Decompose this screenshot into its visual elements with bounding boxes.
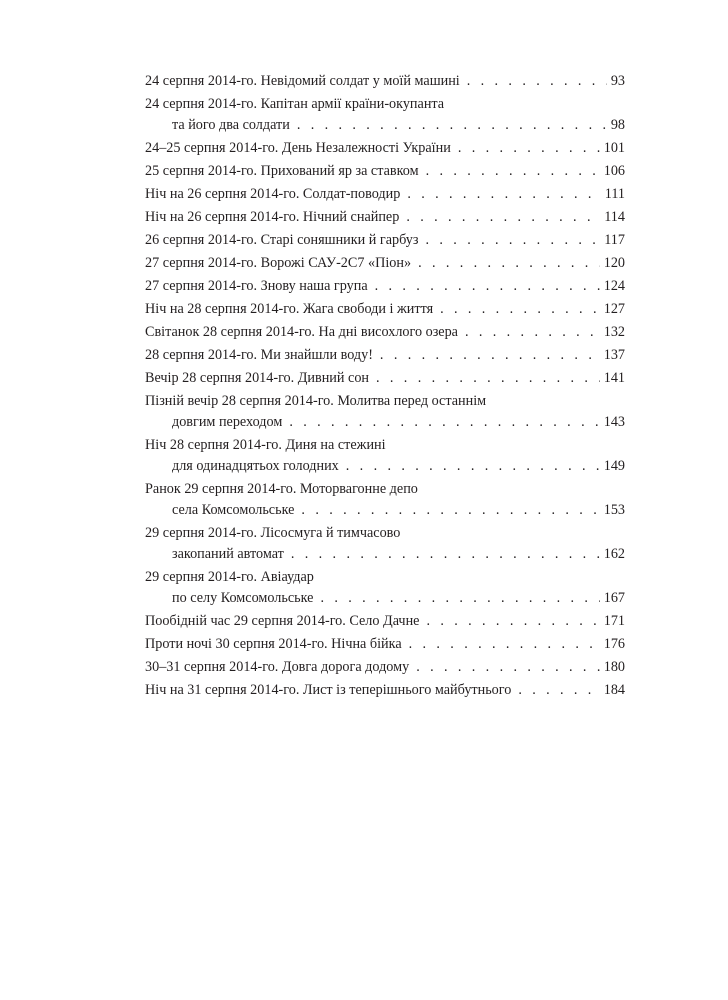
dot-leader [376, 368, 600, 389]
toc-entry-continuation [145, 115, 625, 136]
toc-entry-title: Ніч на 26 серпня 2014-го. Нічний снайпер [145, 209, 400, 225]
dot-leader [380, 345, 600, 366]
toc-entry [145, 479, 625, 521]
toc-entry [145, 391, 625, 433]
toc-entry [145, 71, 625, 92]
toc-entry [145, 161, 625, 182]
toc-page-number: 98 [610, 117, 625, 133]
toc-entry [145, 345, 625, 366]
toc-entry-title: Вечір 28 серпня 2014-го. Дивний сон [145, 370, 370, 386]
toc-entry [145, 523, 625, 565]
toc-entry-title: села Комсомольське [172, 502, 295, 518]
toc-page-number: 141 [603, 370, 625, 386]
toc-entry-continuation [145, 412, 625, 433]
dot-leader [518, 680, 599, 701]
toc-entry [145, 94, 625, 136]
toc-entry [145, 435, 625, 477]
dot-leader [458, 138, 600, 159]
toc-page-number: 153 [603, 502, 625, 518]
dot-leader [426, 230, 601, 251]
toc-entry [145, 680, 625, 701]
toc-page-number: 167 [603, 590, 625, 606]
toc-entry-title: 24 серпня 2014-го. Капітан армії країни-окупанта [145, 96, 445, 112]
toc-entry [145, 368, 625, 389]
toc-entry-title: та його два солдати [172, 117, 290, 133]
toc-entry-continuation [145, 500, 625, 521]
toc-page-number: 114 [604, 209, 625, 225]
dot-leader [407, 184, 600, 205]
dot-leader [291, 544, 600, 565]
toc-page-number: 180 [603, 659, 625, 675]
dot-leader [406, 207, 600, 228]
dot-leader [297, 115, 607, 136]
toc-entry-line [145, 207, 625, 228]
toc-page-number: 120 [603, 255, 625, 271]
toc-page-number: 149 [603, 458, 625, 474]
toc-entry-line [145, 161, 625, 182]
toc-page-number: 162 [603, 546, 625, 562]
toc-entry [145, 634, 625, 655]
toc-entry-line [145, 253, 625, 274]
toc-entry-title: 27 серпня 2014-го. Знову наша група [145, 278, 368, 294]
toc-entry-line [145, 345, 625, 366]
toc-entry-title: Пізній вечір 28 серпня 2014-го. Молитва перед останнім [145, 393, 487, 409]
toc-entry-line [145, 299, 625, 320]
toc-entry [145, 253, 625, 274]
toc-entry-continuation [145, 456, 625, 477]
toc-entry [145, 230, 625, 251]
toc-entry-title: Ніч на 26 серпня 2014-го. Солдат-поводир [145, 186, 401, 202]
toc-entry-line [145, 230, 625, 251]
toc-entry-title: 29 серпня 2014-го. Лісосмуга й тимчасово [145, 525, 401, 541]
dot-leader [416, 657, 600, 678]
toc-page-number: 127 [603, 301, 625, 317]
toc-page-number: 143 [603, 414, 625, 430]
dot-leader [440, 299, 600, 320]
table-of-contents [145, 71, 625, 703]
dot-leader [426, 611, 599, 632]
toc-entry-line [145, 322, 625, 343]
toc-entry-title: довгим переходом [172, 414, 283, 430]
toc-entry-line [145, 391, 625, 412]
toc-entry-line [145, 276, 625, 297]
dot-leader [465, 322, 600, 343]
toc-entry-title: Пообідній час 29 серпня 2014-го. Село Дачне [145, 613, 420, 629]
dot-leader [467, 71, 607, 92]
toc-entry-title: Ніч на 31 серпня 2014-го. Лист із теперішнього майбутнього [145, 682, 512, 698]
toc-entry-title: для одинадцятьох голодних [172, 458, 339, 474]
toc-entry-title: 26 серпня 2014-го. Старі соняшники й гарбуз [145, 232, 419, 248]
toc-page-number: 124 [603, 278, 625, 294]
toc-entry-line [145, 634, 625, 655]
toc-entry [145, 276, 625, 297]
dot-leader [418, 253, 600, 274]
toc-page-number: 176 [603, 636, 625, 652]
toc-entry-title: Ніч 28 серпня 2014-го. Диня на стежині [145, 437, 386, 453]
toc-entry-line [145, 567, 625, 588]
toc-entry-continuation [145, 544, 625, 565]
toc-entry-title: 28 серпня 2014-го. Ми знайшли воду! [145, 347, 373, 363]
toc-page-number: 117 [604, 232, 625, 248]
toc-page-number: 106 [603, 163, 625, 179]
toc-entry-line [145, 368, 625, 389]
toc-entry [145, 322, 625, 343]
toc-entry [145, 611, 625, 632]
toc-page-number: 137 [603, 347, 625, 363]
toc-entry-line [145, 435, 625, 456]
dot-leader [346, 456, 600, 477]
toc-page-number: 111 [604, 186, 625, 202]
toc-page-number: 171 [603, 613, 625, 629]
toc-entry-line [145, 94, 625, 115]
toc-entry-title: Ніч на 28 серпня 2014-го. Жага свободи і життя [145, 301, 434, 317]
toc-entry-title: Світанок 28 серпня 2014-го. На дні висохлого озера [145, 324, 458, 340]
toc-page-number: 184 [603, 682, 625, 698]
toc-entry [145, 207, 625, 228]
toc-entry [145, 184, 625, 205]
toc-entry [145, 567, 625, 609]
toc-entry-continuation [145, 588, 625, 609]
toc-entry-title: Проти ночі 30 серпня 2014-го. Нічна бійка [145, 636, 402, 652]
dot-leader [426, 161, 600, 182]
toc-entry-title: по селу Комсомольське [172, 590, 314, 606]
dot-leader [289, 412, 599, 433]
toc-entry-line [145, 138, 625, 159]
toc-entry-line [145, 680, 625, 701]
dot-leader [320, 588, 599, 609]
toc-page-number: 132 [603, 324, 625, 340]
toc-entry [145, 657, 625, 678]
toc-entry-line [145, 611, 625, 632]
dot-leader [409, 634, 600, 655]
toc-entry [145, 299, 625, 320]
toc-entry-title: 27 серпня 2014-го. Ворожі САУ-2С7 «Піон» [145, 255, 412, 271]
toc-entry-title: 25 серпня 2014-го. Прихований яр за ставком [145, 163, 419, 179]
toc-page-number: 101 [603, 140, 625, 156]
toc-entry-title: закопаний автомат [172, 546, 284, 562]
toc-entry [145, 138, 625, 159]
toc-entry-line [145, 184, 625, 205]
dot-leader [375, 276, 600, 297]
toc-entry-title: 29 серпня 2014-го. Авіаудар [145, 569, 314, 585]
toc-entry-line [145, 523, 625, 544]
toc-entry-title: 24–25 серпня 2014-го. День Незалежності України [145, 140, 451, 156]
dot-leader [301, 500, 599, 521]
toc-entry-line [145, 71, 625, 92]
toc-entry-title: Ранок 29 серпня 2014-го. Моторвагонне депо [145, 481, 418, 497]
toc-entry-line [145, 657, 625, 678]
toc-entry-title: 30–31 серпня 2014-го. Довга дорога додому [145, 659, 410, 675]
toc-entry-line [145, 479, 625, 500]
toc-entry-title: 24 серпня 2014-го. Невідомий солдат у моїй машині [145, 73, 460, 89]
toc-page-number: 93 [610, 73, 625, 89]
